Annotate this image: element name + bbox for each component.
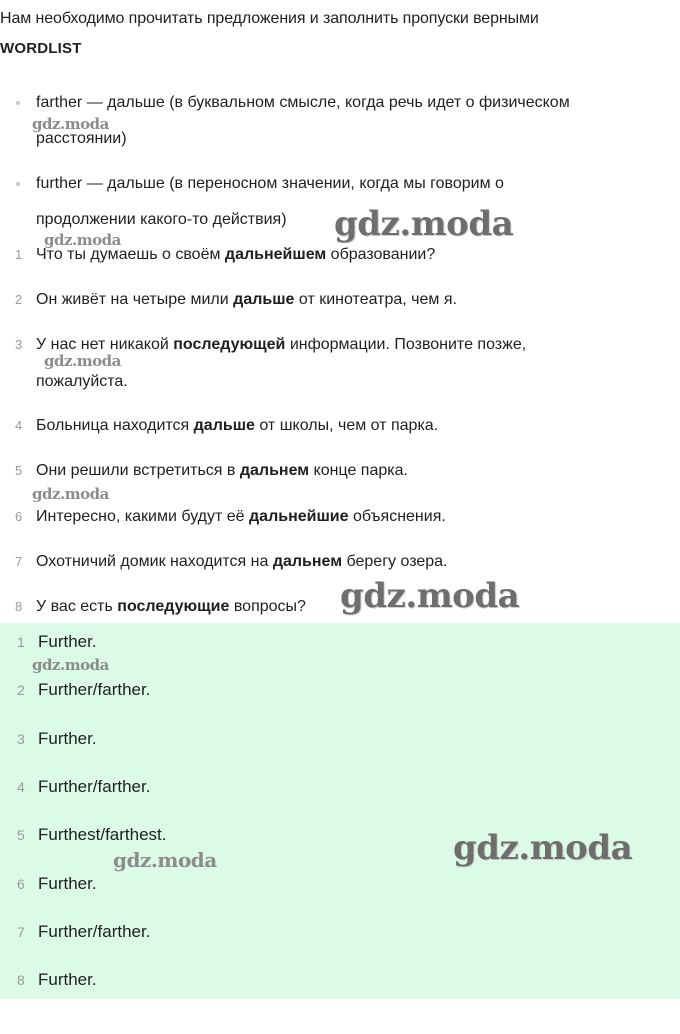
answer-number: 2 xyxy=(17,682,25,698)
answer-number: 1 xyxy=(17,634,25,650)
question-keyword: дальнем xyxy=(239,462,310,479)
answer-number: 4 xyxy=(17,779,25,795)
answer-number: 7 xyxy=(17,924,25,940)
question-keyword: последующие xyxy=(117,598,230,615)
question-text: Охотничий домик находится на дальнем берегу озера. xyxy=(36,553,448,570)
answer-number: 3 xyxy=(17,731,25,747)
question-text: Что ты думаешь о своём дальнейшем образовании? xyxy=(36,246,436,263)
question-number: 2 xyxy=(15,292,23,307)
answer-number: 6 xyxy=(17,876,25,892)
answer-text: Further. xyxy=(38,632,97,651)
answer-text: Further. xyxy=(38,729,97,748)
bullet-dot-icon xyxy=(16,101,20,105)
watermark: gdz.moda xyxy=(32,115,109,133)
watermark: gdz.moda xyxy=(334,204,514,244)
question-number: 7 xyxy=(15,554,23,569)
watermark: gdz.moda xyxy=(32,656,109,674)
question-keyword: дальнейшем xyxy=(224,246,327,263)
wordlist-item-line: расстоянии) xyxy=(36,130,127,147)
watermark: gdz.moda xyxy=(453,828,633,868)
intro-text: Нам необходимо прочитать предложения и заполнить пропуски верными xyxy=(0,10,539,27)
question-number: 1 xyxy=(15,247,23,262)
answer-text: Furthest/farthest. xyxy=(38,825,167,844)
answer-number: 5 xyxy=(17,827,25,843)
wordlist-item-line: farther — дальше (в буквальном смысле, когда речь идет о физическом xyxy=(36,94,570,111)
answer-text: Further/farther. xyxy=(38,922,151,941)
answer-text: Further. xyxy=(38,874,97,893)
question-text: Он живёт на четыре мили дальше от кинотеатра, чем я. xyxy=(36,291,457,308)
question-keyword: дальше xyxy=(233,291,295,308)
question-number: 6 xyxy=(15,509,23,524)
watermark: gdz.moda xyxy=(44,231,121,249)
watermark: gdz.moda xyxy=(113,848,217,872)
answers-panel xyxy=(0,623,680,999)
question-text-continued: пожалуйста. xyxy=(36,373,128,390)
question-keyword: последующей xyxy=(173,336,286,353)
watermark: gdz.moda xyxy=(44,352,121,370)
question-number: 4 xyxy=(15,418,23,433)
watermark: gdz.moda xyxy=(340,576,520,616)
wordlist-item-line: продолжении какого-то действия) xyxy=(36,211,287,228)
question-text: Больница находится дальше от школы, чем от парка. xyxy=(36,417,439,434)
watermark: gdz.moda xyxy=(32,485,109,503)
question-keyword: дальше xyxy=(193,417,255,434)
question-number: 3 xyxy=(15,337,23,352)
answer-text: Further/farther. xyxy=(38,680,151,699)
question-keyword: дальнем xyxy=(272,553,343,570)
question-text: Интересно, какими будут её дальнейшие объяснения. xyxy=(36,508,446,525)
question-keyword: дальнейшие xyxy=(249,508,349,525)
wordlist-item-line: further — дальше (в переносном значении, когда мы говорим о xyxy=(36,175,504,192)
answer-text: Further/farther. xyxy=(38,777,151,796)
question-number: 8 xyxy=(15,599,23,614)
question-text: У вас есть последующие вопросы? xyxy=(36,598,306,615)
bullet-dot-icon xyxy=(16,182,20,186)
question-number: 5 xyxy=(15,463,23,478)
question-text: Они решили встретиться в дальнем конце парка. xyxy=(36,462,408,479)
answer-number: 8 xyxy=(17,972,25,988)
wordlist-item xyxy=(36,92,570,150)
question-text: У нас нет никакой последующей информации. Позвоните позже, xyxy=(36,336,527,353)
wordlist-heading: WORDLIST xyxy=(0,40,82,57)
answer-text: Further. xyxy=(38,970,97,989)
